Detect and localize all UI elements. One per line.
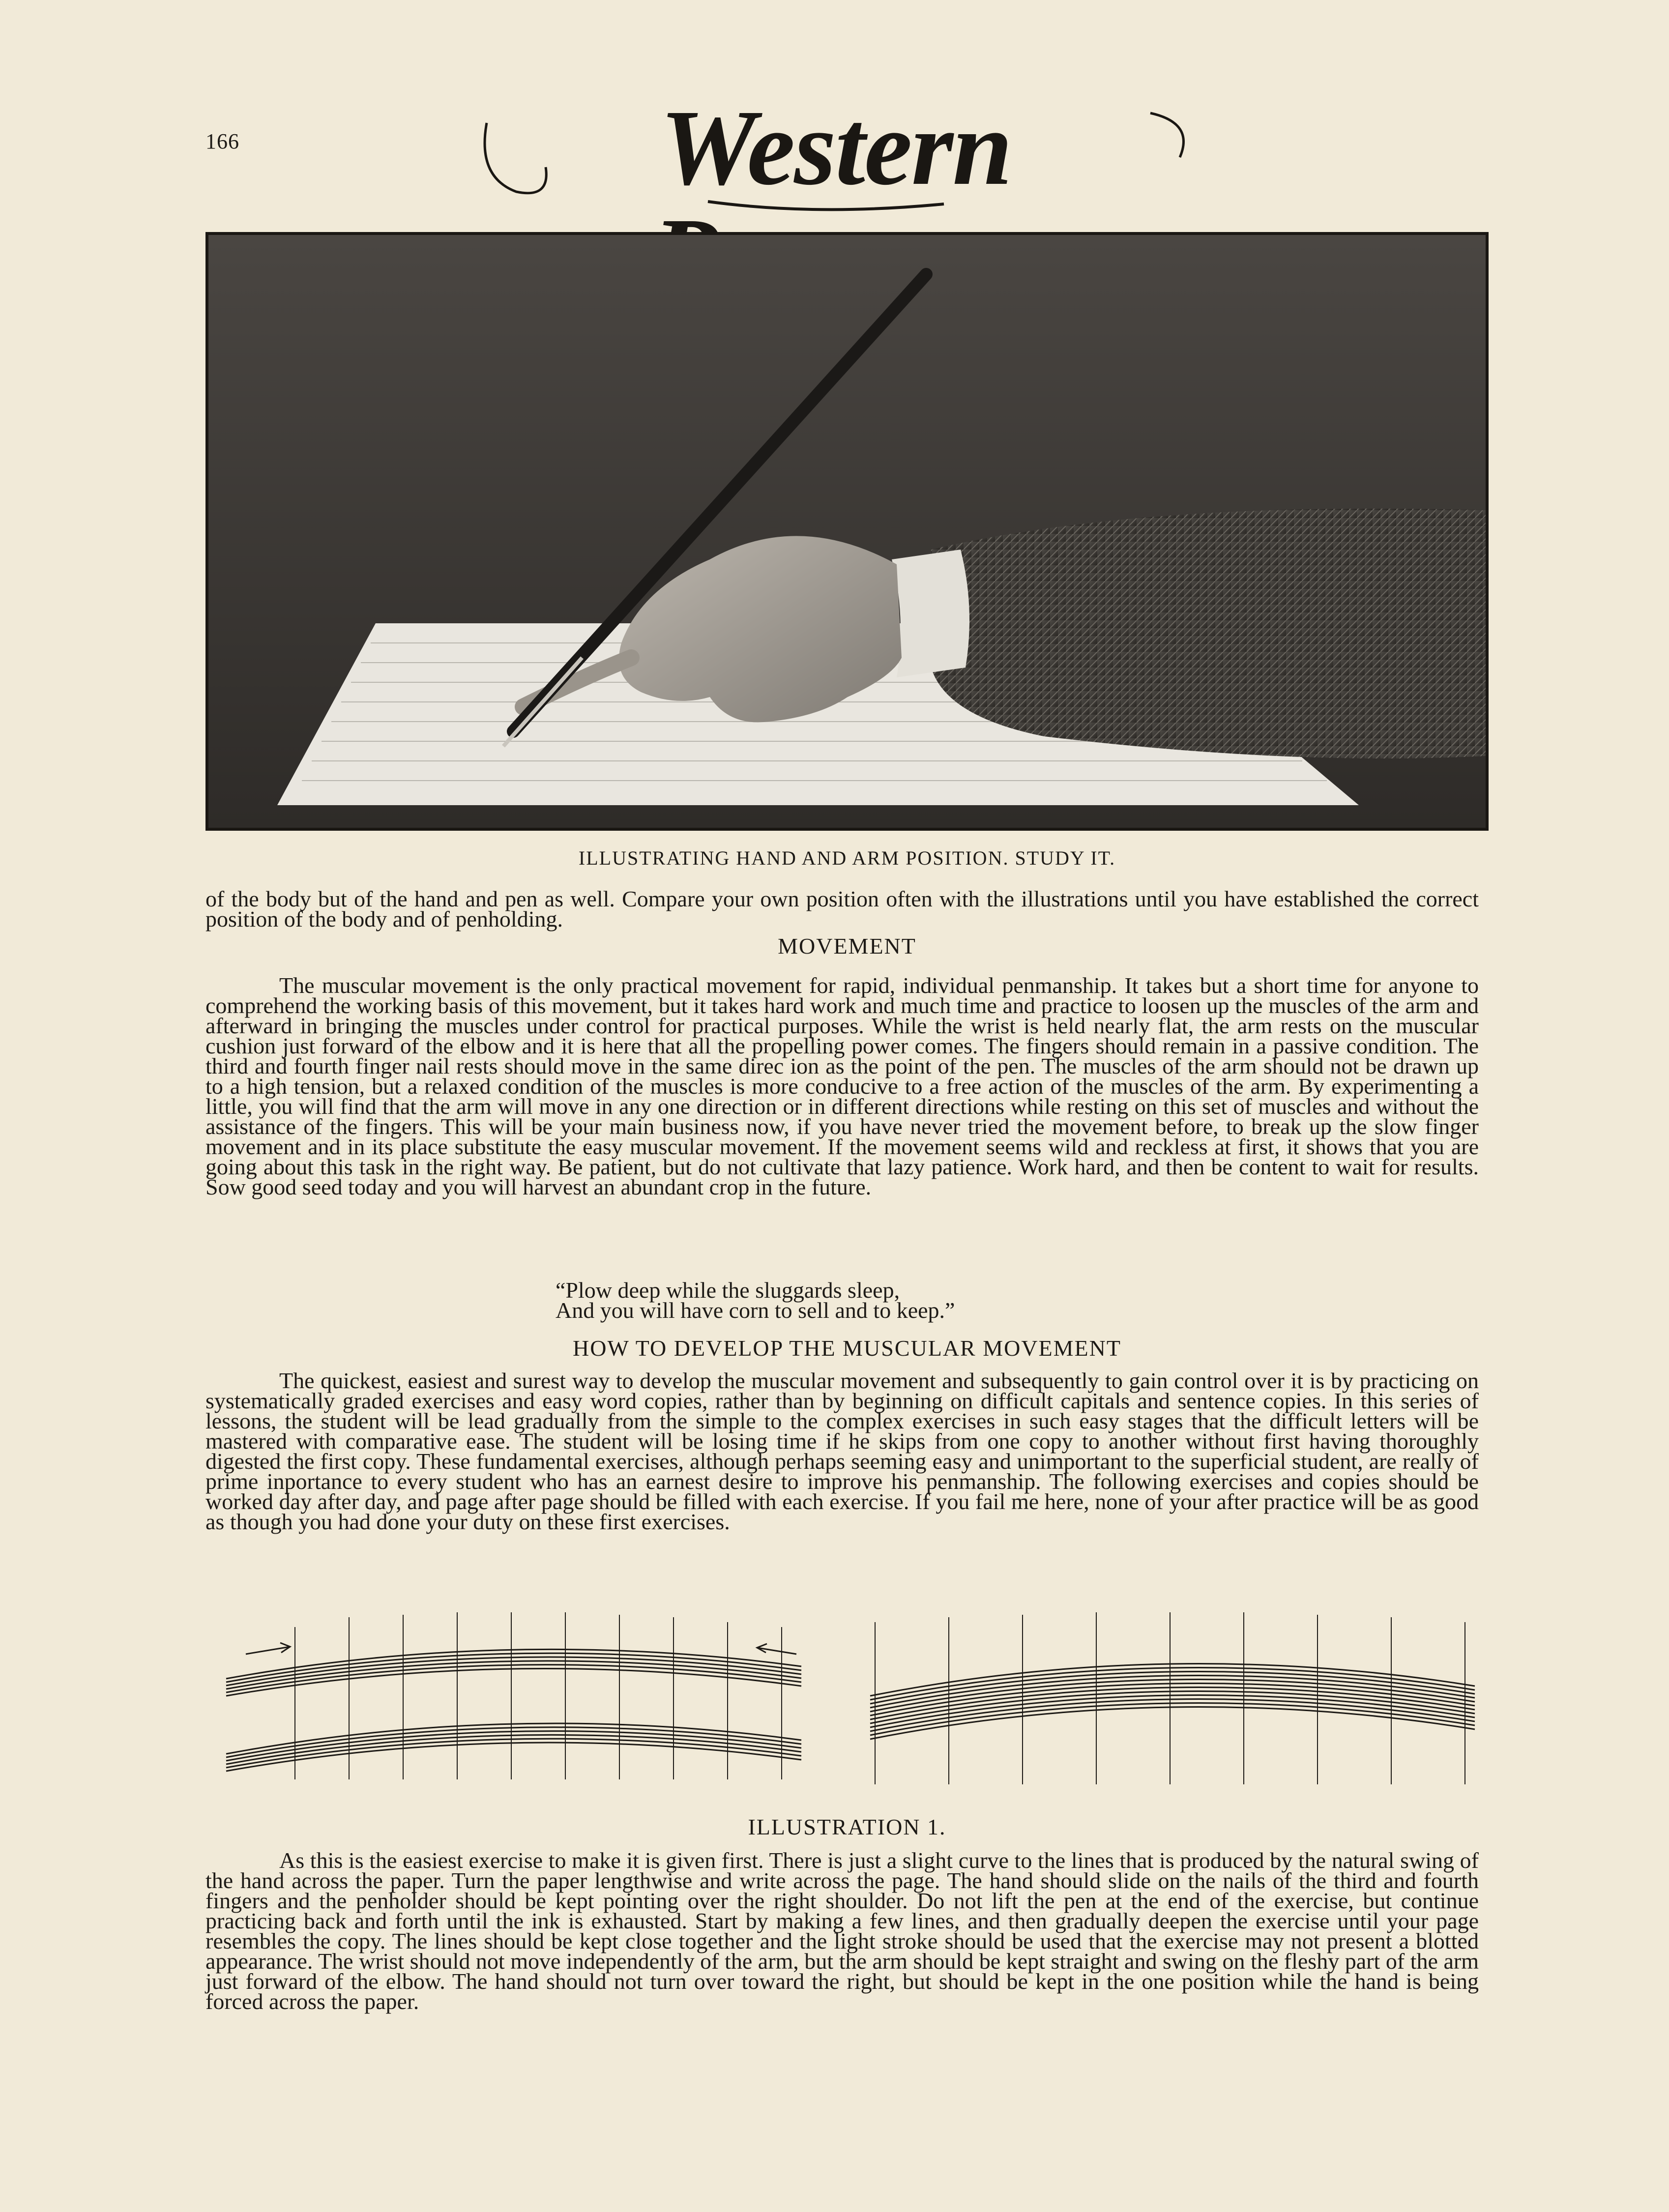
hand-position-photo	[205, 232, 1489, 831]
exercise-drawing-left	[216, 1607, 846, 1789]
muscular-movement-section	[205, 1370, 1479, 1532]
exercise-drawing-right	[865, 1607, 1485, 1789]
quote-line-1: “Plow deep while the sluggards sleep,	[556, 1278, 900, 1303]
intro-text: of the body but of the hand and pen as well. Compare your own position often with the illustrations until you have established the correct position of the body and of penholding.	[205, 886, 1479, 931]
exercise-instructions	[205, 1848, 1479, 2014]
masthead-logo	[472, 87, 1200, 221]
movement-section	[205, 975, 1479, 1197]
photo-caption: ILLUSTRATING HAND AND ARM POSITION. STUDY IT.	[578, 847, 1116, 869]
movement-heading: MOVEMENT	[778, 933, 916, 959]
curved-lines-exercise-icon	[216, 1607, 846, 1789]
muscular-movement-paragraph: The quickest, easiest and surest way to develop the muscular movement and subsequently to gain control over it is by practicing on systematically graded exercises and easy word copies, rather than by beginning on difficult capitals and sentence copies. In this series of lessons, the student will be lead gradually from the simple to the complex exercises in such easy stages that the difficult letters will be mastered with comparative ease. The student will be losing time if he skips from one copy to another without first having thoroughly digested the first copy. These fundamental exercises, although perhaps seeming easy and unimportant to the superficial student, are really of prime inportance to every student who has an earnest desire to improve his penmanship. The following exercises and copies should be worked day after day, and page after page should be filled with each exercise. If you fail me here, none of your after practice will be as good as though you had done your duty on these first exercises.	[205, 1368, 1479, 1534]
exercise-paragraph: As this is the easiest exercise to make it is given first. There is just a slight curve to the lines that is produced by the natural swing of the hand across the paper. Turn the paper lengthwise and write across the page. The hand should slide on the nails of the third and fourth fingers and the penholder should be kept pointing over the right shoulder. Do not lift the pen at the end of the exercise, but continue practicing back and forth until the ink is exhausted. Start by making a few lines, and then gradually deepen the exercise until your page resembles the copy. The lines should be kept close together and the light stroke should be used that the exercise may not present a blotted appearance. The wrist should not move independently of the arm, but the arm should be kept straight and swing on the fleshy part of the arm just forward of the elbow. The hand should not turn over toward the right, but should be kept in the one position while the hand is being forced across the paper.	[205, 1848, 1479, 2014]
illustration-label: ILLUSTRATION 1.	[748, 1814, 946, 1839]
movement-paragraph: The muscular movement is the only practical movement for rapid, individual penmanship. It takes but a short time for anyone to comprehend the working basis of this movement, but it takes hard work and much time and practice to loosen up the muscles of the arm and afterward in bringing the muscles under control for practical purposes. While the wrist is held nearly flat, the arm rests on the muscular cushion just forward of the elbow and it is here that all the propelling power comes. The fingers should remain in a passive condition. The third and fourth finger nail rests should move in the same direc ion as the point of the pen. The muscles of the arm should not be drawn up to a high tension, but a relaxed condition of the muscles is more conducive to a free action of the muscles of the arm. By experimenting a little, you will find that the arm will move in any one direction or in different directions while resting on this set of muscles and without the assistance of the fingers. This will be your main business now, if you have never tried the movement before, to break up the slow finger movement and in its place substitute the easy muscular movement. If the movement seems wild and reckless at first, it shows that you are going about this task in the right way. Be patient, but do not cultivate that lazy patience. Work hard, and then be content to wait for results. Sow good seed today and you will harvest an abundant crop in the future.	[205, 973, 1479, 1199]
intro-paragraph	[205, 886, 1479, 931]
muscular-movement-heading: HOW TO DEVELOP THE MUSCULAR MOVEMENT	[573, 1336, 1121, 1361]
curved-lines-exercise-icon	[865, 1607, 1485, 1789]
masthead-title: Western	[660, 87, 1012, 207]
hand-holding-pen-photo	[208, 235, 1486, 828]
page-number: 166	[205, 129, 239, 153]
quote-line-2: And you will have corn to sell and to keep.”	[556, 1298, 955, 1323]
masthead-flourish-icon	[472, 87, 1200, 221]
